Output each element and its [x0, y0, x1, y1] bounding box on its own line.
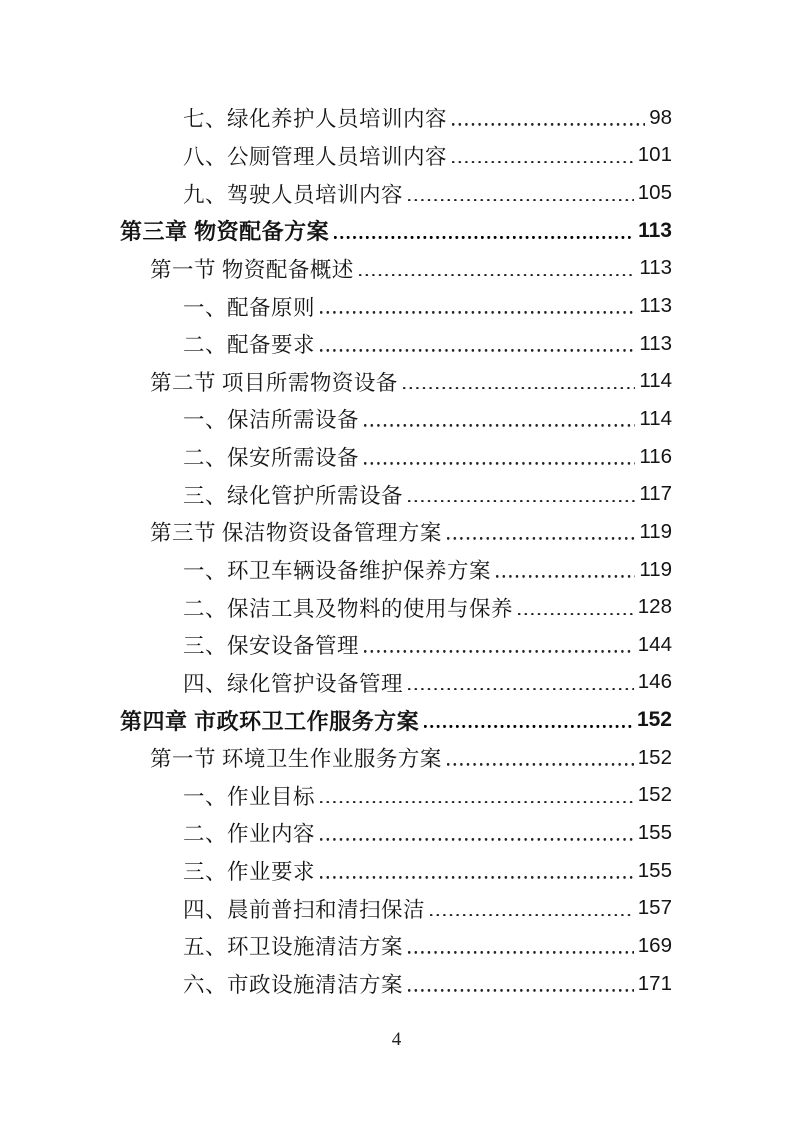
dot-leader: [430, 902, 634, 916]
toc-entry: [120, 212, 672, 250]
toc-entry-label: 八、公厕管理人员培训内容: [183, 144, 448, 169]
toc-entry: [120, 889, 672, 927]
dot-leader: [364, 639, 634, 653]
page-footer: [0, 1029, 793, 1051]
toc-entry-label: 二、配备要求: [183, 333, 316, 358]
toc-entry: [120, 137, 672, 175]
toc-entry-page: 169: [637, 933, 672, 957]
toc-entry: [120, 475, 672, 513]
toc-entry-page: 98: [649, 105, 672, 129]
toc-entry: [120, 362, 672, 400]
dot-leader: [320, 789, 634, 803]
toc-entry-page: 128: [637, 595, 672, 619]
toc-entry: [120, 250, 672, 288]
dot-leader: [320, 827, 634, 841]
toc-entry-page: 157: [637, 896, 672, 920]
toc-entry-page: 171: [637, 971, 672, 995]
dot-leader: [320, 865, 634, 879]
toc-entry: [120, 739, 672, 777]
toc-entry: [120, 701, 672, 739]
dot-leader: [518, 601, 634, 615]
toc-entry-page: 152: [637, 783, 672, 807]
dot-leader: [364, 413, 635, 427]
toc-entry-label: 三、保安设备管理: [183, 634, 360, 659]
toc-entry: [120, 174, 672, 212]
dot-leader: [320, 300, 635, 314]
toc-entry: [120, 287, 672, 325]
toc-entry-page: 155: [637, 858, 672, 882]
toc-entry-label: 一、保洁所需设备: [183, 408, 360, 433]
dot-leader: [447, 752, 634, 766]
dot-leader: [334, 225, 634, 239]
dot-leader: [408, 940, 634, 954]
page-number: 4: [391, 1029, 402, 1050]
toc-entry: [120, 626, 672, 664]
toc-entry-page: 152: [637, 745, 672, 769]
toc-entry-label: 五、环卫设施清洁方案: [183, 935, 404, 960]
toc-entry-label: 九、驾驶人员培训内容: [183, 182, 404, 207]
toc-entry-page: 119: [639, 519, 672, 543]
toc-entry-label: 四、绿化管护设备管理: [183, 671, 404, 696]
toc-entry-page: 117: [639, 482, 672, 506]
toc-entry: [120, 325, 672, 363]
dot-leader: [359, 262, 635, 276]
toc-entry: [120, 400, 672, 438]
toc-entry-label: 六、市政设施清洁方案: [183, 973, 404, 998]
toc-entry-label: 第三章 物资配备方案: [120, 219, 330, 245]
toc-entry: [120, 551, 672, 589]
toc-entry-label: 三、绿化管护所需设备: [183, 483, 404, 508]
dot-leader: [496, 564, 635, 578]
dot-leader: [408, 488, 635, 502]
toc-entry: [120, 777, 672, 815]
dot-leader: [452, 112, 645, 126]
toc-entry-label: 一、配备原则: [183, 295, 316, 320]
toc-entry-page: 155: [637, 820, 672, 844]
toc-entry-page: 114: [639, 406, 672, 430]
toc-entry: [120, 513, 672, 551]
toc-entry-label: 一、作业目标: [183, 784, 316, 809]
toc-entry: [120, 588, 672, 626]
dot-leader: [403, 375, 635, 389]
toc-entry-label: 第四章 市政环卫工作服务方案: [120, 708, 420, 734]
toc-entry-page: 113: [639, 294, 672, 318]
toc-entry: [120, 438, 672, 476]
toc-entry-label: 二、保安所需设备: [183, 446, 360, 471]
toc-entry: [120, 927, 672, 965]
toc-entry-page: 116: [639, 444, 672, 468]
toc-entry: [120, 99, 672, 137]
toc-entry-page: 113: [639, 256, 672, 280]
toc-entry-label: 第二节 项目所需物资设备: [150, 370, 398, 395]
toc-entry: [120, 852, 672, 890]
toc-entry: [120, 965, 672, 1003]
dot-leader: [320, 338, 635, 352]
toc-entry-label: 三、作业要求: [183, 860, 316, 885]
toc-entry-label: 第一节 物资配备概述: [150, 257, 354, 282]
toc-entry-page: 119: [639, 557, 672, 581]
dot-leader: [408, 676, 634, 690]
toc-entry-page: 114: [639, 369, 672, 393]
table-of-contents: [120, 99, 672, 1002]
toc-entry-page: 101: [637, 143, 672, 167]
dot-leader: [364, 451, 635, 465]
toc-entry-page: 113: [638, 218, 672, 242]
toc-entry: [120, 814, 672, 852]
toc-entry-label: 一、环卫车辆设备维护保养方案: [183, 559, 492, 583]
toc-entry-label: 第一节 环境卫生作业服务方案: [150, 747, 442, 772]
toc-entry-page: 113: [639, 331, 672, 355]
dot-leader: [408, 187, 634, 201]
toc-entry-label: 第三节 保洁物资设备管理方案: [150, 521, 442, 546]
dot-leader: [408, 978, 634, 992]
toc-entry-label: 四、晨前普扫和清扫保洁: [183, 897, 426, 922]
toc-entry-page: 105: [637, 181, 672, 205]
toc-entry-label: 七、绿化养护人员培训内容: [183, 107, 448, 132]
dot-leader: [447, 526, 635, 540]
toc-entry-page: 146: [637, 670, 672, 694]
toc-entry: [120, 664, 672, 702]
toc-entry-page: 144: [637, 632, 672, 656]
toc-entry-page: 152: [636, 708, 672, 732]
toc-entry-label: 二、作业内容: [183, 822, 316, 847]
dot-leader: [424, 714, 633, 728]
dot-leader: [452, 149, 634, 163]
toc-entry-label: 二、保洁工具及物料的使用与保养: [183, 596, 514, 621]
